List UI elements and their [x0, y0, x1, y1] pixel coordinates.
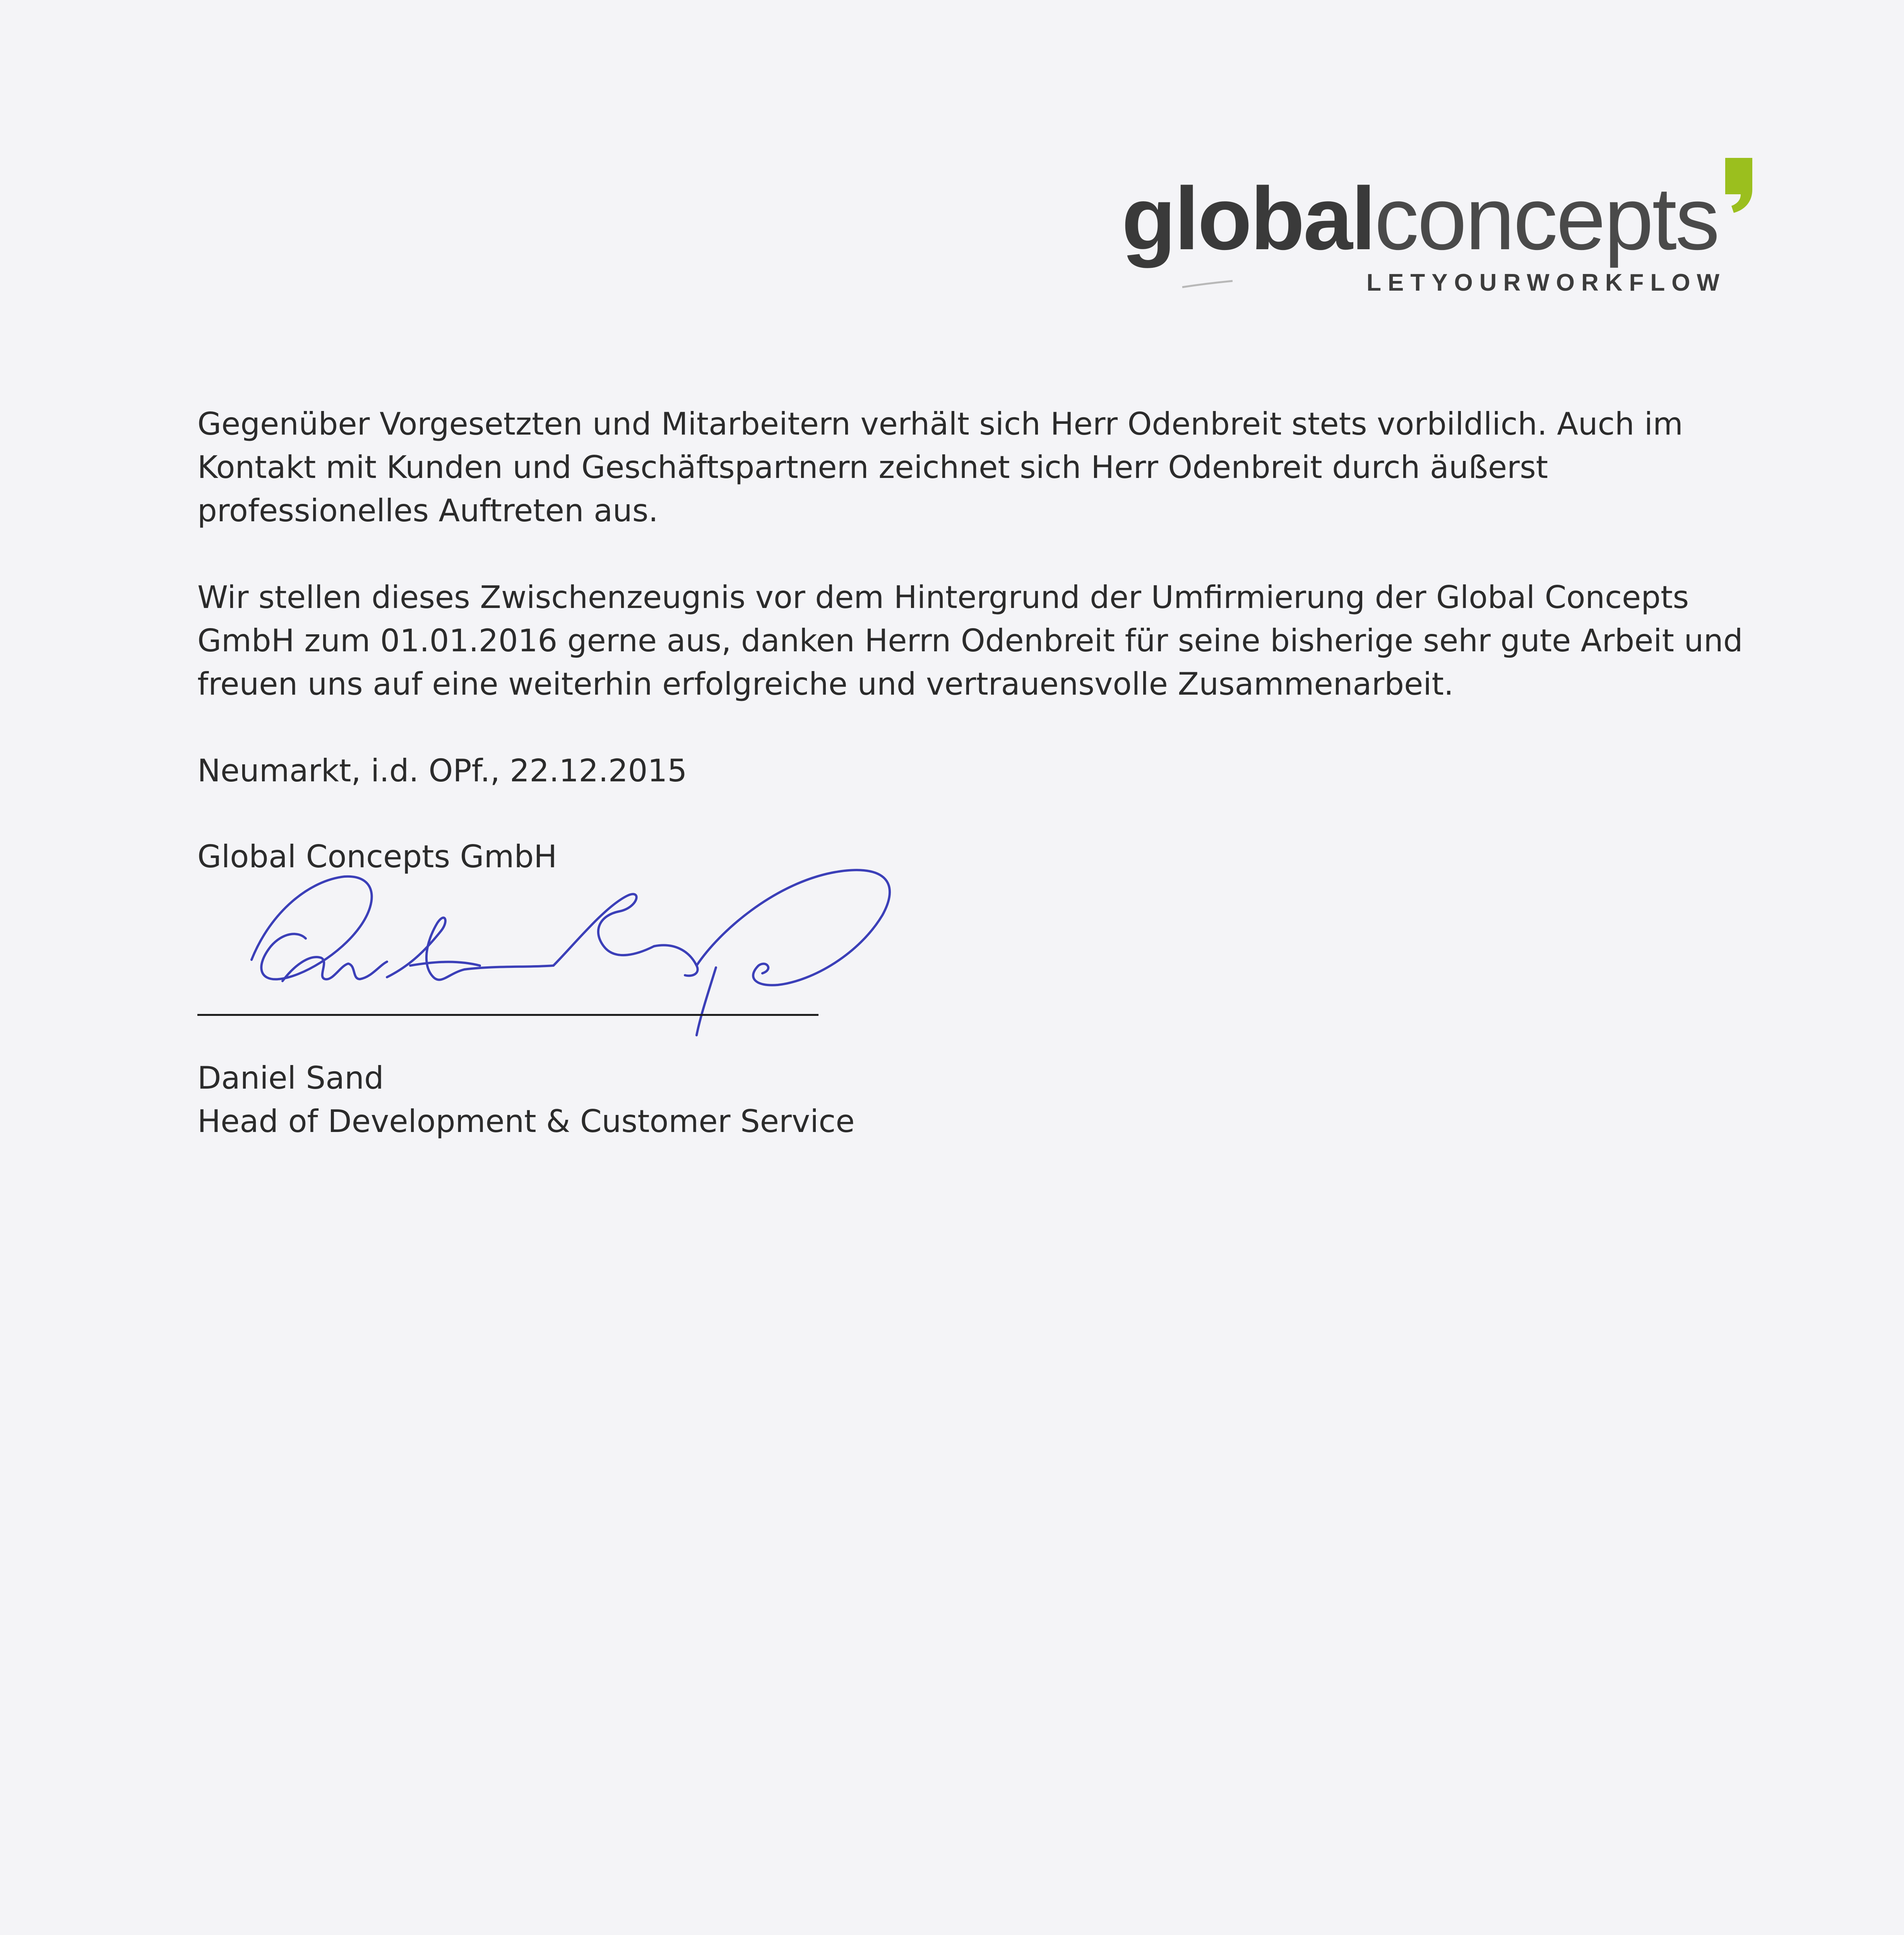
paragraph-closing: Wir stellen dieses Zwischenzeugnis vor dem Hintergrund der Umfirmierung der Global Concepts GmbH zum 01.01.2016 gerne aus, danken Herrn Odenbreit für seine bisherige sehr gute Arbeit und freuen uns auf eine weiterhin erfolgreiche und vertrauensvolle Zusammenarbeit. [197, 579, 1743, 702]
logo-wordmark [1122, 169, 1718, 268]
signatory-name: Daniel Sand [197, 1060, 384, 1096]
company-name: Global Concepts GmbH [197, 839, 557, 875]
logo-word-bold: global [1122, 169, 1375, 268]
company-logo [1122, 151, 1761, 306]
signature-block [197, 878, 1784, 1057]
logo-tagline: LETYOURWORKFLOW [1366, 269, 1726, 296]
signature-line [197, 1014, 818, 1016]
place-date: Neumarkt, i.d. OPf., 22.12.2015 [197, 753, 687, 789]
letter-body [197, 402, 1784, 1143]
logo-accent-icon [1718, 155, 1761, 221]
logo-swoosh-icon [1180, 279, 1235, 290]
paragraph-conduct: Gegenüber Vorgesetzten und Mitarbeitern verhält sich Herr Odenbreit stets vorbildlich. Auch im Kontakt mit Kunden und Geschäftspartnern zeichnet sich Herr Odenbreit durch äußerst professionelles Auftreten aus. [197, 406, 1683, 529]
logo-word-light: concepts [1374, 169, 1718, 268]
signatory-title: Head of Development & Customer Service [197, 1103, 855, 1139]
